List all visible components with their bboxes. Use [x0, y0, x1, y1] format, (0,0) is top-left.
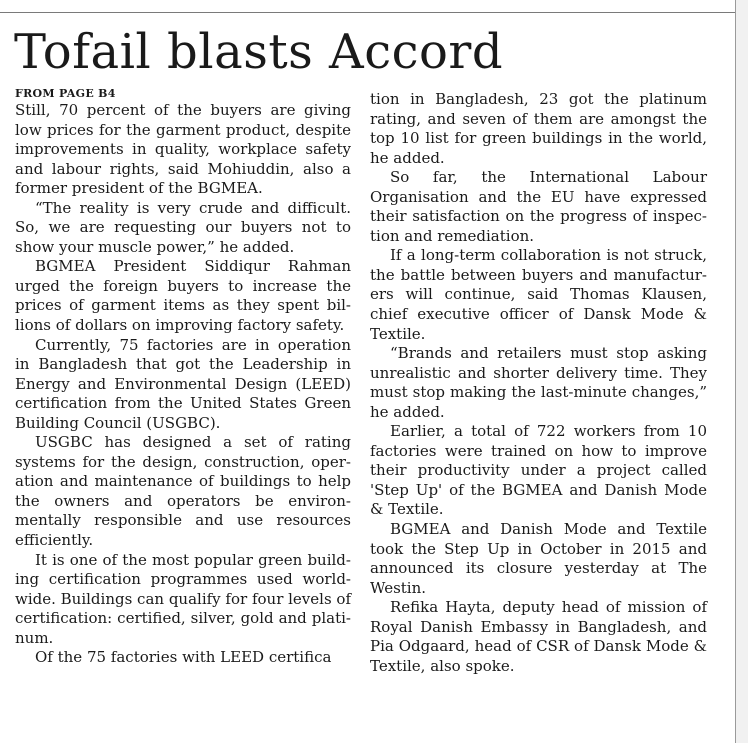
paragraph: Of the 75 factories with LEED certifica — [35, 648, 332, 667]
paragraph: USGBC has designed a set of rating systems for the design, construction, operation and maintenance of buildings to help the owners and operators be environmentally responsible and use resources efficiently. — [15, 433, 351, 550]
continuation-kicker: FROM PAGE B4 — [15, 87, 116, 100]
paragraph: Still, 70 percent of the buyers are giving low prices for the garment product, despite improvements in quality, workplace safety and labour rights, said Mohiuddin, also a former president of the BGMEA. — [15, 101, 351, 198]
paragraph: Currently, 75 factories are in operation in Bangladesh that got the Leadership in Energy and Environmental Design (LEED) certification from the United States Green Building Council (USGBC). — [15, 335, 351, 432]
paragraph: BGMEA President Siddiqur Rahman urged the foreign buyers to increase the prices of garment items as they spent billions of dollars on improving factory safety. — [15, 257, 351, 335]
paragraph: tion in Bangladesh, 23 got the platinum rating, and seven of them are amongst the top 10 list for green buildings in the world, he added. — [370, 90, 707, 167]
paragraph: It is one of the most popular green building certification programmes used worldwide. Buildings can qualify for four levels of certification: certified, silver, gold and platinum. — [15, 550, 351, 647]
right-column — [370, 90, 707, 676]
page-right-edge — [735, 0, 748, 743]
left-column-body — [15, 101, 351, 668]
paragraph: If a long-term collaboration is not struck, the battle between buyers and manufacturers will continue, said Thomas Klausen, chief executive officer of Dansk Mode & Textile. — [370, 246, 707, 343]
top-rule — [0, 12, 735, 13]
paragraph: BGMEA and Danish Mode and Textile took the Step Up in October in 2015 and announced its closure yesterday at The Westin. — [370, 520, 707, 597]
right-column-body — [370, 90, 707, 676]
paragraph: So far, the International Labour Organisation and the EU have expressed their satisfaction on the progress of inspection and remediation. — [370, 168, 707, 245]
paragraph: Refika Hayta, deputy head of mission of Royal Danish Embassy in Bangladesh, and Pia Odgaard, head of CSR of Dansk Mode & Textile, also spoke. — [370, 598, 707, 675]
left-column — [15, 87, 351, 668]
headline: Tofail blasts Accord — [14, 24, 504, 80]
paragraph: “Brands and retailers must stop asking unrealistic and shorter delivery time. They must stop making the last-minute changes,” he added. — [370, 344, 707, 421]
paragraph: Earlier, a total of 722 workers from 10 factories were trained on how to improve their productivity under a project called 'Step Up' of the BGMEA and Danish Mode & Textile. — [370, 422, 707, 519]
paragraph: “The reality is very crude and difficult. So, we are requesting our buyers not to show your muscle power,” he added. — [15, 198, 351, 256]
